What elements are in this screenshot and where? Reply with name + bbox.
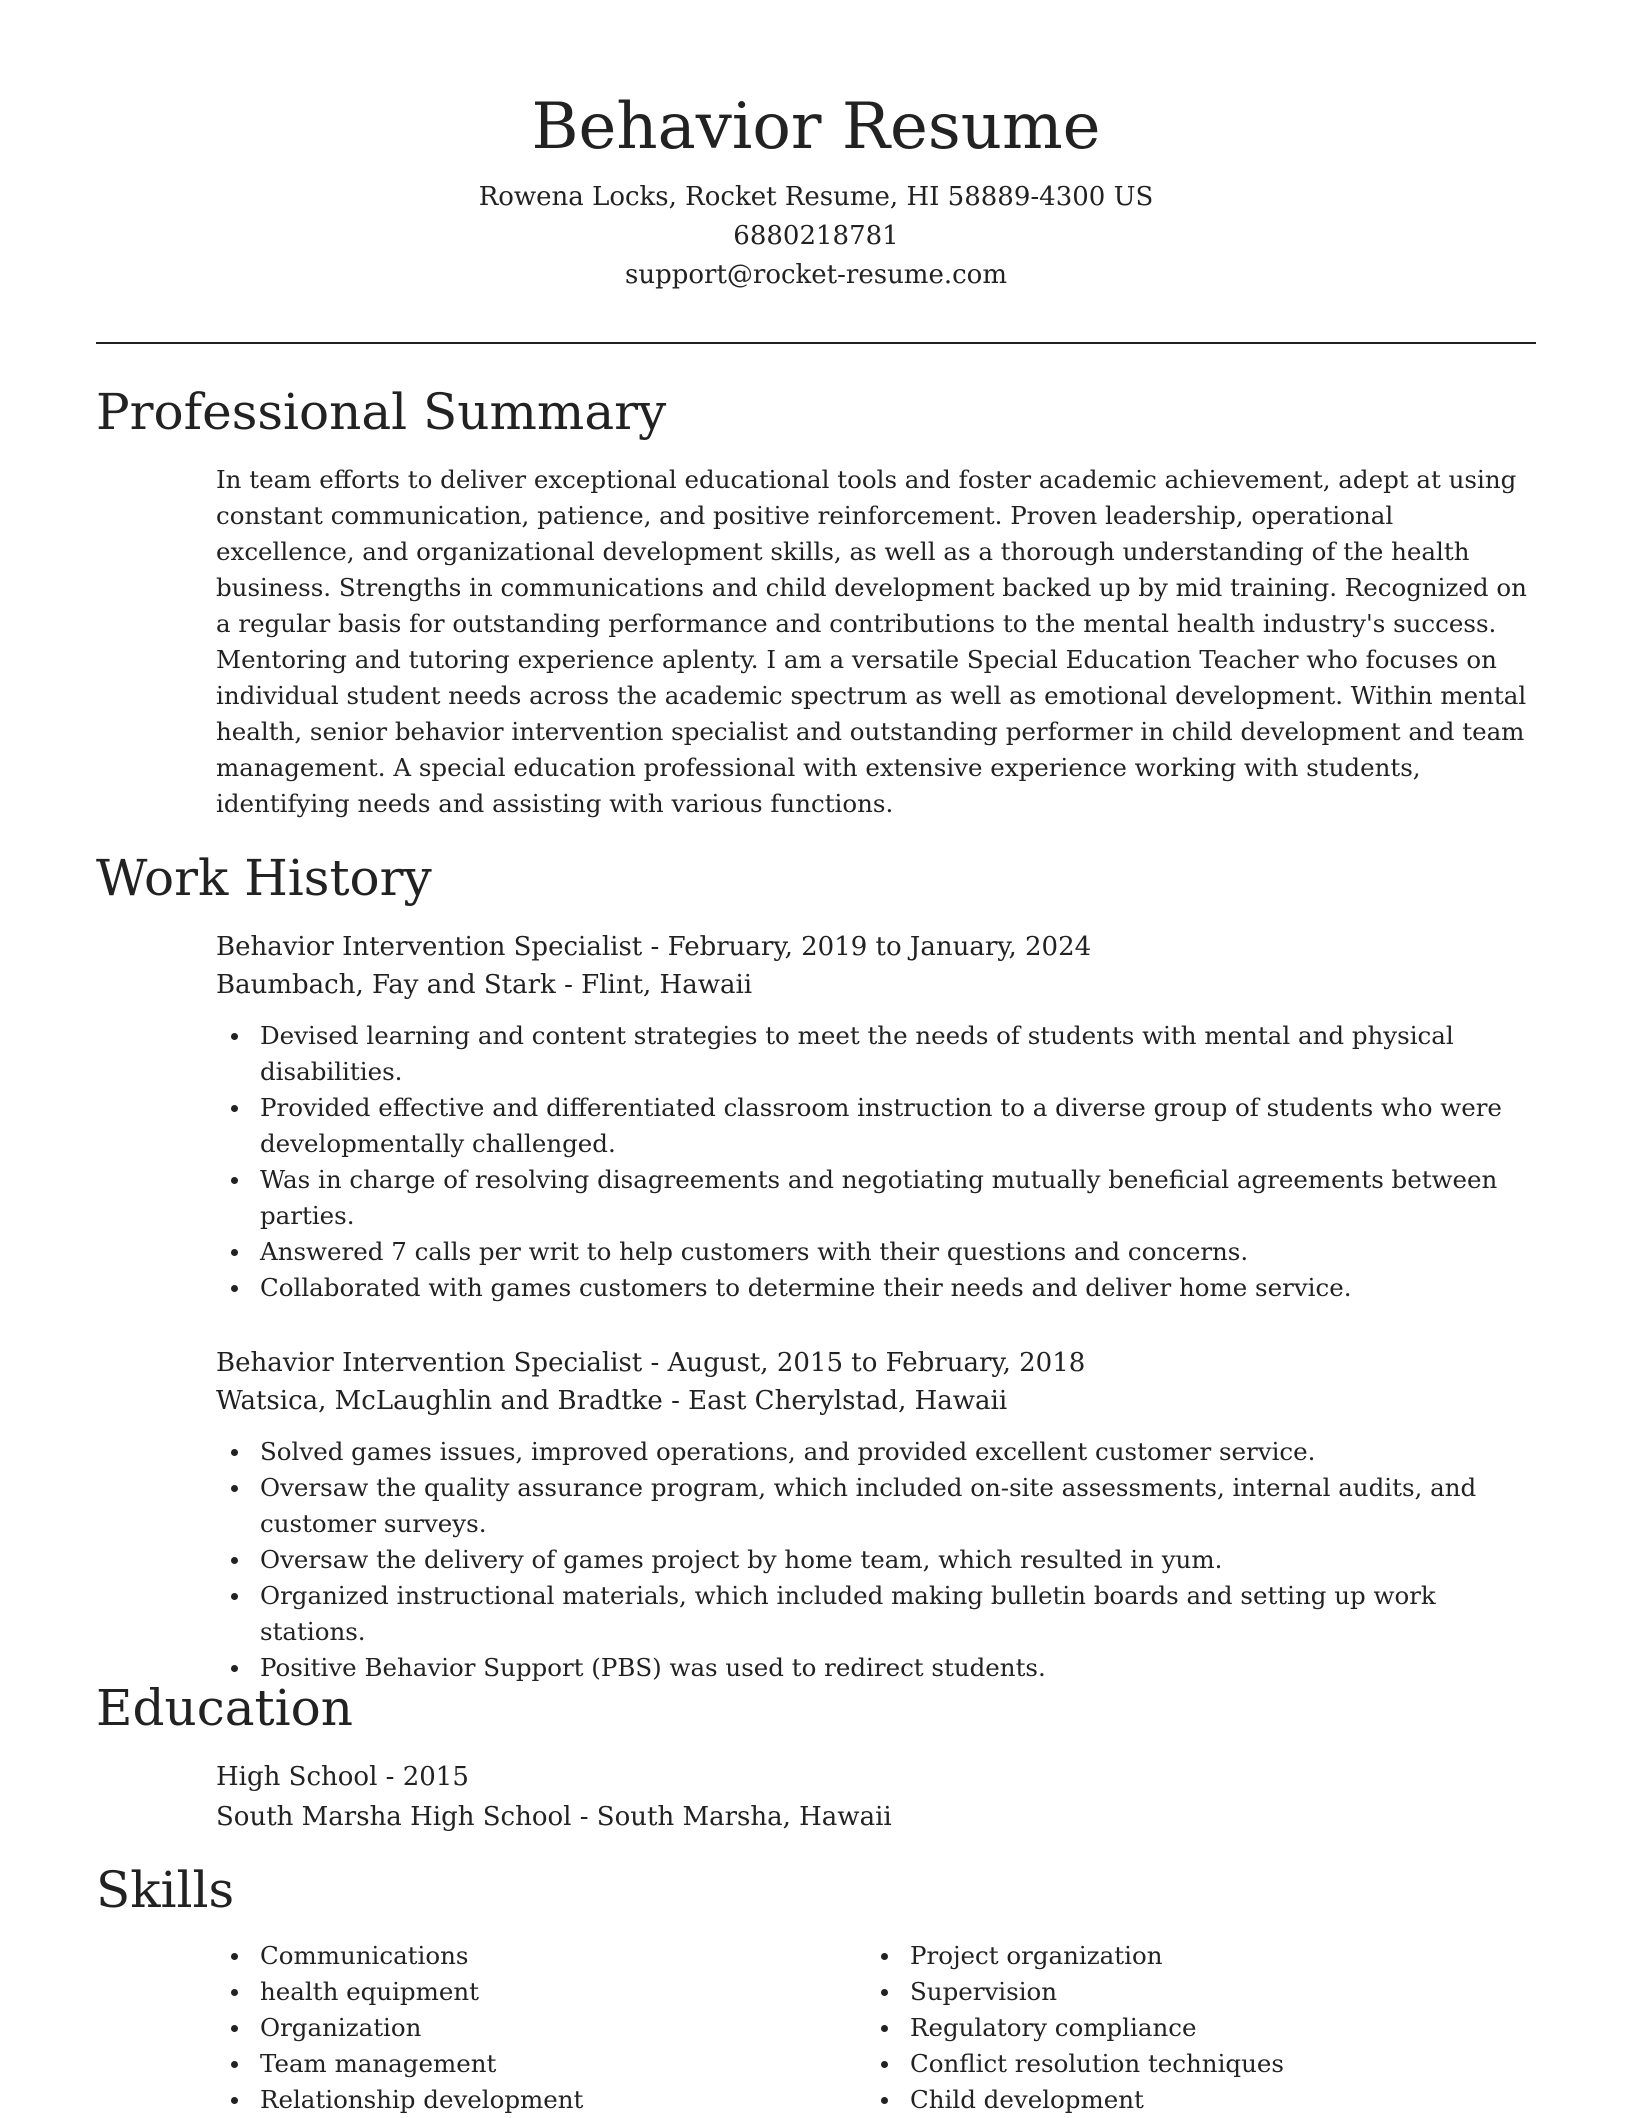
separator: - (377, 1762, 403, 1792)
resume-title: Behavior Resume (531, 90, 1101, 164)
list-item: Collaborated with games customers to determine their needs and deliver home service. (216, 1270, 1536, 1306)
job-bullets (216, 1434, 1536, 1686)
job-location: East Cherylstad, Hawaii (688, 1386, 1008, 1416)
job-title-line (216, 1344, 1536, 1382)
list-item: Solved games issues, improved operations, and provided excellent customer service. (216, 1434, 1536, 1470)
skills-bullets-right (866, 1938, 1486, 2118)
education-school-line (216, 1798, 1536, 1836)
skill-item: Regulatory compliance (866, 2010, 1486, 2046)
job-company-line (216, 966, 1536, 1004)
contact-phone: 6880218781 (733, 221, 899, 251)
separator: - (662, 1386, 689, 1416)
section-title-skills: Skills (96, 1861, 235, 1919)
job-location: Flint, Hawaii (581, 970, 753, 1000)
summary-text: In team efforts to deliver exceptional educational tools and foster academic achievement, adept at using constant communication, patience, and positive reinforcement. Proven leadership, operational excellence, and organizational development skills, as well as a thorough understanding of the health business. Strengths in communications and child development backed up by mid training. Recognized on a regular basis for outstanding performance and contributions to the mental health industry's success. Mentoring and tutoring experience aplenty. I am a versatile Special Education Teacher who focuses on individual student needs across the academic spectrum as well as emotional development. Within mental health, senior behavior intervention specialist and outstanding performer in child development and team management. A special education professional with extensive experience working with students, identifying needs and assisting with various functions. (216, 465, 1527, 818)
list-item: Oversaw the delivery of games project by home team, which resulted in yum. (216, 1542, 1536, 1578)
job-entry (216, 1344, 1536, 1686)
skill-item: Communications (216, 1938, 836, 1974)
job-title: Behavior Intervention Specialist (216, 932, 643, 962)
list-item: Answered 7 calls per writ to help customers with their questions and concerns. (216, 1234, 1536, 1270)
job-dates: August, 2015 to February, 2018 (667, 1348, 1086, 1378)
contact-email: support@rocket-resume.com (624, 260, 1007, 290)
skill-item: Conflict resolution techniques (866, 2046, 1486, 2082)
job-company: Baumbach, Fay and Stark (216, 970, 556, 1000)
list-item: Positive Behavior Support (PBS) was used to redirect students. (216, 1650, 1536, 1686)
education-degree-line (216, 1758, 1536, 1796)
skill-item: Supervision (866, 1974, 1486, 2010)
job-dates: February, 2019 to January, 2024 (667, 932, 1092, 962)
skill-item: Relationship development (216, 2082, 836, 2118)
skill-item: health equipment (216, 1974, 836, 2010)
separator: - (642, 1348, 668, 1378)
education-degree: High School (216, 1762, 378, 1792)
job-company-line (216, 1382, 1536, 1420)
skill-item: Organization (216, 2010, 836, 2046)
job-bullets (216, 1018, 1536, 1306)
list-item: Devised learning and content strategies to meet the needs of students with mental and physical disabilities. (216, 1018, 1536, 1090)
skills-bullets-left (216, 1938, 836, 2118)
education-school: South Marsha High School (216, 1802, 572, 1832)
skill-item: Project organization (866, 1938, 1486, 1974)
list-item: Was in charge of resolving disagreements and negotiating mutually beneficial agreements between parties. (216, 1162, 1536, 1234)
skill-item: Child development (866, 2082, 1486, 2118)
job-entry (216, 928, 1536, 1306)
list-item: Provided effective and differentiated classroom instruction to a diverse group of students who were developmentally challenged. (216, 1090, 1536, 1162)
education-location: South Marsha, Hawaii (596, 1802, 892, 1832)
job-title: Behavior Intervention Specialist (216, 1348, 643, 1378)
list-item: Oversaw the quality assurance program, which included on-site assessments, internal audits, and customer surveys. (216, 1470, 1536, 1542)
header-divider (96, 342, 1536, 344)
separator: - (555, 970, 582, 1000)
section-title-work-history: Work History (96, 849, 432, 907)
job-title-line (216, 928, 1536, 966)
skills-column-right (866, 1938, 1486, 2118)
education-entry (216, 1758, 1536, 1836)
separator: - (571, 1802, 597, 1832)
resume-header (96, 86, 1536, 295)
section-title-education: Education (96, 1679, 353, 1737)
list-item: Organized instructional materials, which included making bulletin boards and setting up work stations. (216, 1578, 1536, 1650)
section-title-summary: Professional Summary (96, 383, 667, 441)
skills-column-left (216, 1938, 836, 2118)
education-year: 2015 (402, 1762, 469, 1792)
job-company: Watsica, McLaughlin and Bradtke (216, 1386, 663, 1416)
separator: - (642, 932, 668, 962)
contact-address: Rowena Locks, Rocket Resume, HI 58889-4300 US (478, 182, 1154, 212)
skill-item: Team management (216, 2046, 836, 2082)
